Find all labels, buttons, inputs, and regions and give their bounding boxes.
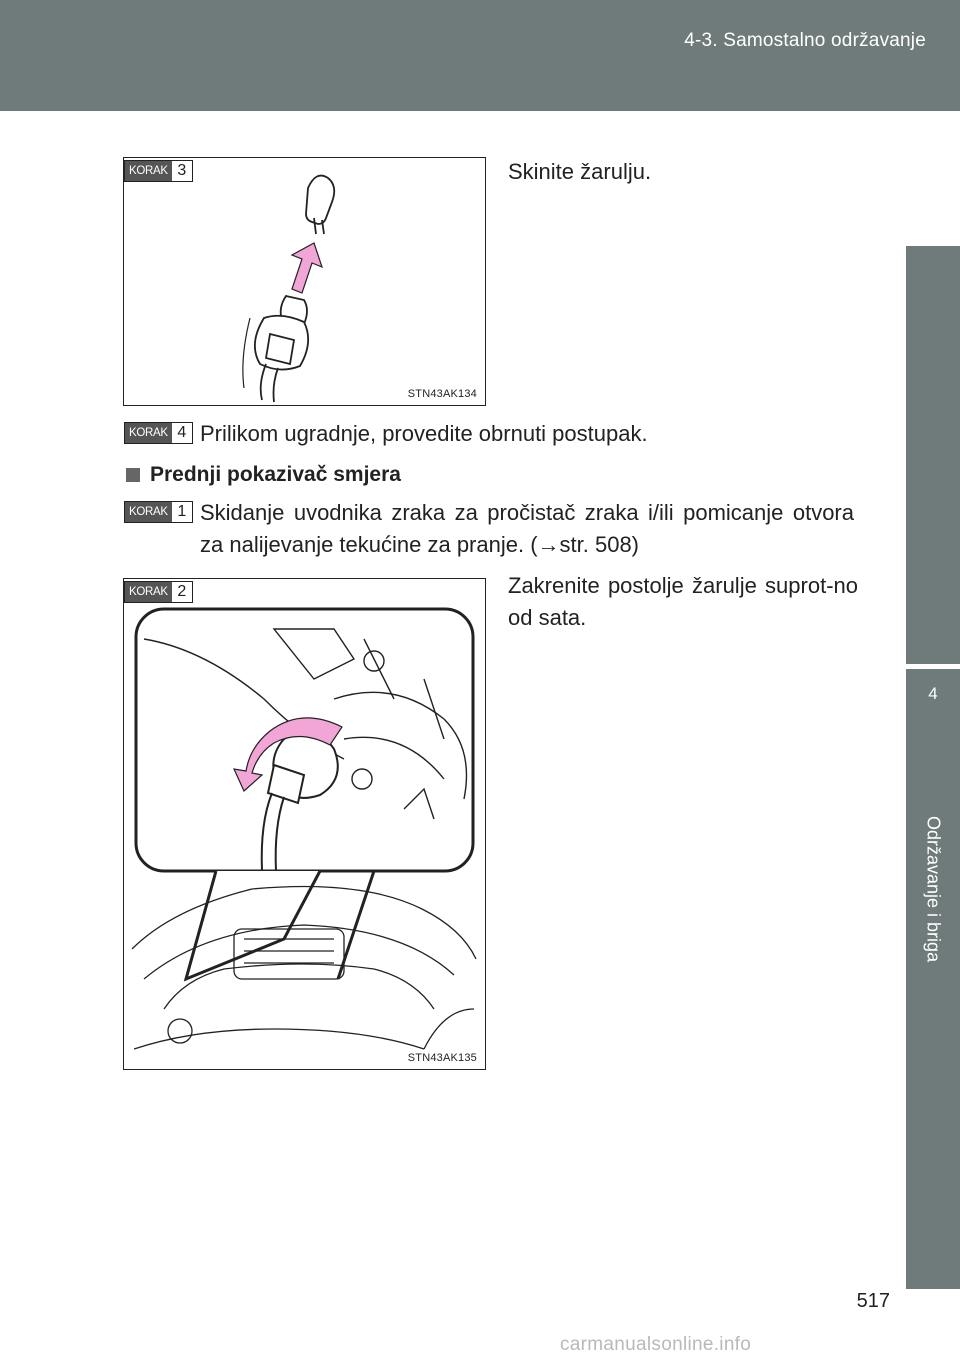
step-badge-2 <box>124 581 193 603</box>
figure-code: STN43AK134 <box>407 388 477 400</box>
bulb-removal-illustration <box>124 158 485 405</box>
step-badge-1 <box>124 501 193 523</box>
step-label: KORAK <box>125 502 172 522</box>
chapter-number: 4 <box>928 684 938 703</box>
step-label: KORAK <box>125 161 172 181</box>
figure-bulb-removal <box>123 157 486 406</box>
step3-text: Skinite žarulju. <box>508 159 652 184</box>
side-tab <box>906 246 960 664</box>
header-bar <box>0 0 960 111</box>
step-number: 4 <box>172 423 192 443</box>
step4-text: Prilikom ugradnje, provedite obrnuti postupak. <box>200 421 648 446</box>
step-number: 3 <box>172 161 192 181</box>
figure-bulb-socket-rotation <box>123 578 486 1070</box>
step-badge-3 <box>124 160 193 182</box>
square-bullet-icon <box>126 468 140 482</box>
step-label: KORAK <box>125 423 172 443</box>
page-number: 517 <box>856 1290 890 1312</box>
step-badge-4 <box>124 422 193 444</box>
engine-bay-illustration <box>124 579 485 1069</box>
chapter-title: Održavanje i briga <box>923 816 944 963</box>
step1-text: Skidanje uvodnika zraka za pročistač zraka i/ili pomicanje otvora za nalijevanje tekućine za pranje. (→str. 508) <box>200 500 854 557</box>
step2-text: Zakrenite postolje žarulje suprot-no od sata. <box>508 573 858 630</box>
section-title: 4-3. Samostalno održavanje <box>684 30 926 51</box>
watermark: carmanualsonline.info <box>560 1334 752 1355</box>
step-number: 2 <box>172 582 192 602</box>
heading-text: Prednji pokazivač smjera <box>150 463 401 486</box>
step-label: KORAK <box>125 582 172 602</box>
section-heading <box>126 463 401 487</box>
step-number: 1 <box>172 502 192 522</box>
figure-code: STN43AK135 <box>407 1052 477 1064</box>
